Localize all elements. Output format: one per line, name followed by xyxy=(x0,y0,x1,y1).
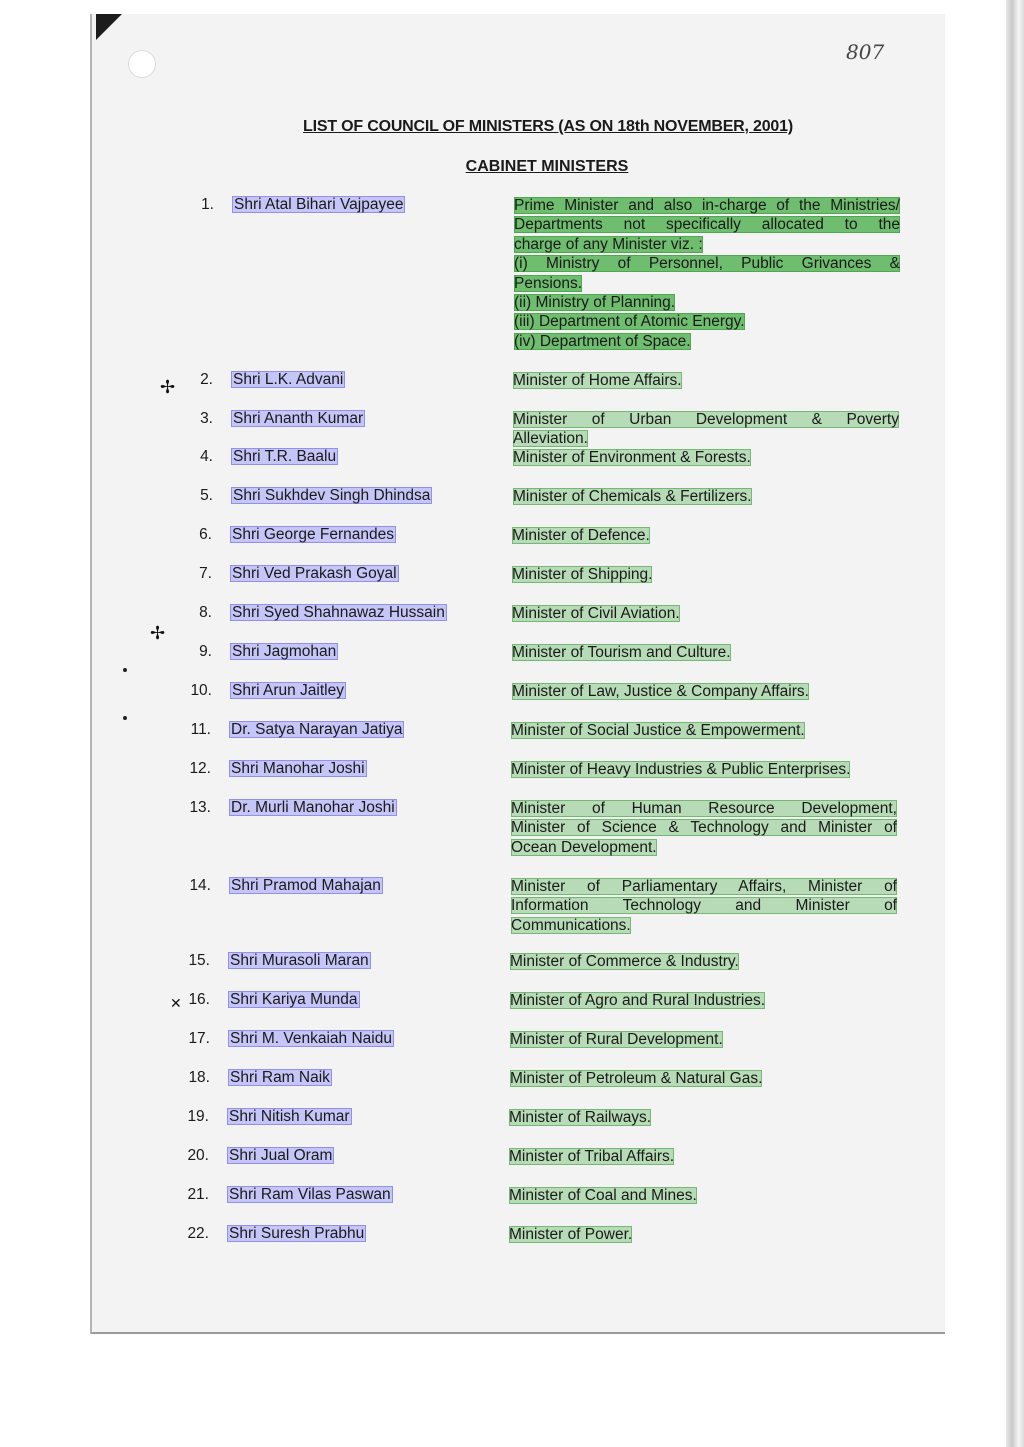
portfolio-line xyxy=(511,799,897,818)
minister-name xyxy=(231,410,365,428)
minister-name-text: Shri Jual Oram xyxy=(229,1147,333,1164)
portfolio-line xyxy=(512,682,898,701)
minister-row xyxy=(0,682,1000,700)
minister-row xyxy=(0,526,1000,544)
speck xyxy=(123,716,127,720)
portfolio-line-text: Minister of Home Affairs. xyxy=(513,372,682,389)
folded-corner xyxy=(96,14,122,40)
serial-number: 12. xyxy=(189,760,211,777)
serial-number: 16. xyxy=(188,991,210,1008)
portfolio-line xyxy=(511,896,897,915)
minister-name-text: Dr. Murli Manohar Joshi xyxy=(231,799,395,816)
portfolio-line xyxy=(514,332,900,351)
minister-name-text: Shri Arun Jaitley xyxy=(232,682,344,699)
portfolio xyxy=(511,721,897,740)
minister-name xyxy=(228,1030,394,1048)
portfolio xyxy=(513,487,899,506)
minister-row xyxy=(0,1030,1000,1048)
portfolio-line xyxy=(512,565,898,584)
minister-name-text: Shri Syed Shahnawaz Hussain xyxy=(232,604,445,621)
minister-row xyxy=(0,1069,1000,1087)
portfolio xyxy=(510,952,896,971)
minister-name-text: Shri Kariya Munda xyxy=(230,991,358,1008)
portfolio-line xyxy=(513,410,899,429)
portfolio-line xyxy=(511,721,897,740)
serial-number: 14. xyxy=(189,877,211,894)
minister-row xyxy=(0,799,1000,856)
minister-name-text: Shri Pramod Mahajan xyxy=(231,877,381,894)
serial-number: 17. xyxy=(188,1030,210,1047)
minister-name xyxy=(228,1069,332,1087)
minister-name xyxy=(230,604,447,622)
minister-name-text: Shri Ram Naik xyxy=(230,1069,330,1086)
minister-row xyxy=(0,371,1000,389)
minister-name xyxy=(231,448,338,466)
minister-row xyxy=(0,487,1000,505)
tick-mark: ✢ xyxy=(160,377,176,397)
portfolio-line-text: Pensions. xyxy=(514,274,583,292)
portfolio xyxy=(513,448,899,467)
minister-row xyxy=(0,760,1000,778)
minister-name xyxy=(231,487,432,505)
portfolio-line xyxy=(513,371,899,390)
portfolio-line xyxy=(512,526,898,545)
minister-name-text: Shri Suresh Prabhu xyxy=(229,1225,365,1242)
portfolio-line-text: Minister of Power. xyxy=(509,1226,633,1243)
portfolio-line xyxy=(514,312,900,331)
portfolio-line xyxy=(511,760,897,779)
minister-row xyxy=(0,1147,1000,1165)
minister-row xyxy=(0,721,1000,739)
portfolio xyxy=(512,643,898,662)
portfolio xyxy=(512,682,898,701)
portfolio xyxy=(509,1108,895,1127)
minister-row xyxy=(0,196,1000,350)
portfolio xyxy=(514,196,900,351)
portfolio-line xyxy=(509,1108,895,1127)
minister-name xyxy=(228,991,360,1009)
minister-name xyxy=(229,721,404,739)
portfolio-line-text: Minister of Science & Technology and Minister of xyxy=(511,819,897,837)
serial-number: 22. xyxy=(187,1225,209,1242)
minister-name xyxy=(229,799,397,817)
portfolio-line-text: Minister of Petroleum & Natural Gas. xyxy=(510,1070,763,1087)
serial-number: 13. xyxy=(189,799,211,816)
portfolio xyxy=(510,991,896,1010)
minister-name-text: Shri George Fernandes xyxy=(232,526,394,543)
minister-row xyxy=(0,1186,1000,1204)
portfolio xyxy=(509,1186,895,1205)
portfolio-line xyxy=(514,274,900,293)
portfolio xyxy=(512,526,898,545)
portfolio-line xyxy=(512,604,898,623)
portfolio-line xyxy=(509,1186,895,1205)
minister-name xyxy=(228,952,371,970)
minister-row xyxy=(0,565,1000,583)
portfolio-line-text: Information Technology and Minister of xyxy=(511,897,897,915)
serial-number: 19. xyxy=(187,1108,209,1125)
portfolio-line xyxy=(511,818,897,837)
portfolio-line xyxy=(509,1147,895,1166)
serial-number: 9. xyxy=(199,643,212,660)
serial-number: 3. xyxy=(200,410,213,427)
portfolio-line-text: Minister of Social Justice & Empowerment. xyxy=(511,722,805,739)
minister-name-text: Shri Atal Bihari Vajpayee xyxy=(234,196,404,213)
serial-number: 20. xyxy=(187,1147,209,1164)
portfolio-line-text: Minister of Commerce & Industry. xyxy=(510,953,739,970)
portfolio-line-text: Minister of Parliamentary Affairs, Minister of xyxy=(511,878,897,895)
portfolio-line-text: Minister of Civil Aviation. xyxy=(512,605,680,622)
portfolio xyxy=(510,1030,896,1049)
minister-name-text: Shri Jagmohan xyxy=(232,643,337,660)
minister-name-text: Shri L.K. Advani xyxy=(233,371,344,388)
portfolio-line-text: Minister of Tribal Affairs. xyxy=(509,1148,675,1165)
portfolio-line-text: (ii) Ministry of Planning. xyxy=(514,294,676,312)
portfolio-line-text: charge of any Minister viz. : xyxy=(514,235,703,253)
portfolio-line xyxy=(514,293,900,312)
portfolio-line xyxy=(510,952,896,971)
minister-name xyxy=(227,1186,393,1204)
minister-name-text: Shri Nitish Kumar xyxy=(229,1108,350,1125)
portfolio-line xyxy=(512,643,898,662)
portfolio-line xyxy=(514,196,900,215)
portfolio xyxy=(509,1147,895,1166)
serial-number: 5. xyxy=(200,487,213,504)
portfolio xyxy=(513,410,899,449)
portfolio-line xyxy=(511,877,897,896)
minister-row xyxy=(0,1108,1000,1126)
portfolio-line xyxy=(513,429,899,448)
minister-name xyxy=(231,371,345,389)
portfolio xyxy=(509,1225,895,1244)
portfolio-line-text: (iv) Department of Space. xyxy=(514,332,691,350)
portfolio-line-text: (i) Ministry of Personnel, Public Grivances & xyxy=(514,255,900,273)
minister-row xyxy=(0,643,1000,661)
serial-number: 4. xyxy=(200,448,213,465)
portfolio-line-text: Minister of Railways. xyxy=(509,1109,652,1126)
section-heading: CABINET MINISTERS xyxy=(465,158,629,175)
minister-name xyxy=(229,877,383,895)
minister-name xyxy=(230,526,396,544)
minister-name-text: Shri Ved Prakash Goyal xyxy=(232,565,397,582)
portfolio-line-text: Minister of Defence. xyxy=(512,527,650,544)
portfolio-line xyxy=(509,1225,895,1244)
portfolio-line-text: Departments not specifically allocated to the xyxy=(514,216,900,234)
portfolio-line xyxy=(513,448,899,467)
portfolio xyxy=(512,565,898,584)
minister-row xyxy=(0,448,1000,466)
portfolio-line-text: Minister of Tourism and Culture. xyxy=(512,644,731,661)
portfolio-line-text: Minister of Coal and Mines. xyxy=(509,1187,697,1204)
serial-number: 11. xyxy=(190,721,211,738)
minister-name xyxy=(230,643,338,661)
punch-hole xyxy=(128,50,156,78)
minister-name-text: Shri M. Venkaiah Naidu xyxy=(230,1030,392,1047)
portfolio-line-text: Minister of Agro and Rural Industries. xyxy=(510,992,766,1009)
portfolio-line xyxy=(510,1030,896,1049)
portfolio-line-text: Minister of Human Resource Development, xyxy=(511,800,897,817)
tick-mark: ✢ xyxy=(150,623,166,643)
portfolio-line-text: Alleviation. xyxy=(513,430,588,448)
portfolio-line-text: Minister of Rural Development. xyxy=(510,1031,723,1048)
minister-name-text: Shri Ananth Kumar xyxy=(233,410,364,427)
minister-row xyxy=(0,952,1000,970)
tick-mark: ✕ xyxy=(170,995,182,1011)
serial-number: 2. xyxy=(200,371,213,388)
minister-row xyxy=(0,410,1000,448)
minister-name xyxy=(232,196,405,214)
portfolio-line-text: Ocean Development. xyxy=(511,838,657,856)
portfolio-line-text: Minister of Urban Development & Poverty xyxy=(513,411,899,428)
minister-name-text: Shri Ram Vilas Paswan xyxy=(229,1186,391,1203)
serial-number: 7. xyxy=(199,565,212,582)
portfolio-line xyxy=(514,215,900,234)
document-title: LIST OF COUNCIL OF MINISTERS (AS ON 18th NOVEMBER, 2001) xyxy=(303,118,793,135)
portfolio-line xyxy=(511,838,897,857)
serial-number: 6. xyxy=(199,526,212,543)
serial-number: 18. xyxy=(188,1069,210,1086)
minister-name xyxy=(229,760,367,778)
minister-name-text: Dr. Satya Narayan Jatiya xyxy=(231,721,403,738)
minister-row xyxy=(0,604,1000,622)
portfolio-line xyxy=(514,235,900,254)
minister-row xyxy=(0,877,1000,934)
serial-number: 21. xyxy=(187,1186,209,1203)
speck xyxy=(123,668,127,672)
minister-name xyxy=(230,682,346,700)
minister-name-text: Shri T.R. Baalu xyxy=(233,448,337,465)
minister-name-text: Shri Murasoli Maran xyxy=(230,952,369,969)
minister-name-text: Shri Manohar Joshi xyxy=(231,760,365,777)
portfolio-line-text: Minister of Shipping. xyxy=(512,566,653,583)
minister-name xyxy=(230,565,399,583)
portfolio-line-text: Minister of Environment & Forests. xyxy=(513,449,751,466)
portfolio xyxy=(510,1069,896,1088)
minister-name-text: Shri Sukhdev Singh Dhindsa xyxy=(233,487,431,504)
portfolio-line xyxy=(511,916,897,935)
minister-name xyxy=(227,1108,352,1126)
minister-row xyxy=(0,1225,1000,1243)
serial-number: 15. xyxy=(188,952,210,969)
portfolio-line-text: (iii) Department of Atomic Energy. xyxy=(514,313,745,331)
serial-number: 8. xyxy=(199,604,212,621)
portfolio-line xyxy=(510,991,896,1010)
portfolio-line xyxy=(510,1069,896,1088)
scanner-edge xyxy=(1006,0,1024,1447)
portfolio-line-text: Minister of Chemicals & Fertilizers. xyxy=(513,488,752,505)
portfolio xyxy=(511,760,897,779)
portfolio-line xyxy=(513,487,899,506)
serial-number: 1. xyxy=(201,196,214,213)
serial-number: 10. xyxy=(190,682,212,699)
portfolio-line-text: Prime Minister and also in-charge of the Ministries/ xyxy=(514,197,900,214)
minister-name xyxy=(227,1225,366,1243)
portfolio xyxy=(513,371,899,390)
portfolio xyxy=(512,604,898,623)
minister-row xyxy=(0,991,1000,1009)
handwritten-page-number: 807 xyxy=(846,40,885,64)
portfolio xyxy=(511,877,897,935)
minister-name xyxy=(227,1147,334,1165)
portfolio xyxy=(511,799,897,857)
portfolio-line-text: Communications. xyxy=(511,916,631,934)
portfolio-line-text: Minister of Heavy Industries & Public Enterprises. xyxy=(511,761,851,778)
portfolio-line-text: Minister of Law, Justice & Company Affairs. xyxy=(512,683,809,700)
portfolio-line xyxy=(514,254,900,273)
